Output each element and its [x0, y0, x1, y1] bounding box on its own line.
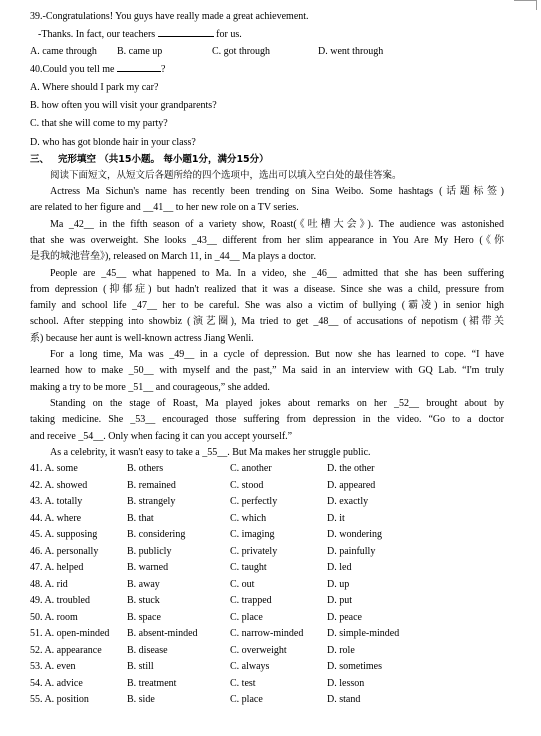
page-corner-mark [514, 0, 537, 10]
choice-row [30, 676, 504, 693]
choice-option-c[interactable]: C. out [230, 578, 255, 590]
choice-row [30, 643, 504, 660]
choice-option-b[interactable]: B. space [127, 611, 161, 623]
choice-option-d[interactable]: D. role [327, 644, 355, 656]
choice-option-c[interactable]: C. trapped [230, 595, 272, 607]
choice-option-c[interactable]: C. narrow-minded [230, 628, 304, 640]
choice-option-a[interactable]: 43. A. totally [30, 496, 83, 508]
choice-option-b[interactable]: B. strangely [127, 496, 176, 508]
choice-option-d[interactable]: D. it [327, 512, 345, 524]
passage-line: are related to her figure and __41__ to her new role on a TV series. [30, 202, 299, 214]
choice-option-d[interactable]: D. the other [327, 463, 375, 475]
choice-option-a[interactable]: 55. A. position [30, 694, 89, 706]
section-number: 三、 [30, 153, 50, 165]
choice-option-b[interactable]: B. treatment [127, 677, 177, 689]
choice-option-d[interactable]: D. lesson [327, 677, 365, 689]
choice-option-d[interactable]: D. exactly [327, 496, 369, 508]
q39-reply [30, 26, 504, 44]
passage-line: family and school life _47__ her to be careful. She was also a victim of bullying (霸凌) in senior high [30, 300, 504, 312]
choice-row [30, 494, 504, 511]
choice-option-a[interactable]: 42. A. showed [30, 479, 88, 491]
choice-option-d[interactable]: D. wondering [327, 529, 382, 541]
q40-stem [30, 61, 504, 79]
choice-option-a[interactable]: 47. A. helped [30, 562, 84, 574]
choice-row [30, 511, 504, 528]
choice-option-c[interactable]: C. test [230, 677, 256, 689]
passage-line: taking medicine. She _53__ encouraged those suffering from depression in the video. “Go to a doctor [30, 414, 504, 426]
choice-option-d[interactable]: D. stand [327, 694, 361, 706]
q39-options [30, 44, 504, 61]
section-title: 完形填空 （共15小题。 每小题1分，满分15分） [58, 153, 269, 165]
choice-option-b[interactable]: B. others [127, 463, 164, 475]
choice-option-b[interactable]: B. disease [127, 644, 168, 656]
choice-option-a[interactable]: 51. A. open-minded [30, 628, 110, 640]
choice-option-d[interactable]: D. appeared [327, 479, 376, 491]
choice-option-b[interactable]: B. absent-minded [127, 628, 198, 640]
q39-option-d[interactable]: D. went through [318, 46, 384, 58]
choice-option-a[interactable]: 49. A. troubled [30, 595, 90, 607]
q39-reply-text: -Thanks. In fact, our teachers [38, 29, 156, 41]
choice-option-d[interactable]: D. put [327, 595, 352, 607]
choice-row [30, 692, 504, 709]
choice-option-a[interactable]: 53. A. even [30, 661, 76, 673]
choice-option-d[interactable]: D. simple-minded [327, 628, 400, 640]
q40-answer-blank[interactable] [117, 61, 161, 72]
passage-line: learned how to make _50__ with myself and the past,” Ma said in an interview with GQ Lab. “I'm truly [30, 365, 504, 377]
choice-row [30, 593, 504, 610]
passage-line: People are _45__ what happened to Ma. In a video, she _46__ admitted that she has been suffering [50, 267, 504, 279]
choice-option-b[interactable]: B. considering [127, 529, 186, 541]
q39-answer-blank[interactable] [158, 26, 214, 37]
choice-option-d[interactable]: D. peace [327, 611, 362, 623]
q39-option-a[interactable]: A. came through [30, 46, 97, 58]
q39-option-c[interactable]: C. got through [212, 46, 271, 58]
q40-option-d[interactable]: D. who has got blonde hair in your class? [30, 136, 196, 148]
choice-option-a[interactable]: 50. A. room [30, 611, 78, 623]
choice-option-a[interactable]: 45. A. supposing [30, 529, 98, 541]
choice-row [30, 461, 504, 478]
cloze-passage [30, 184, 504, 461]
choice-row [30, 610, 504, 627]
choice-option-c[interactable]: C. another [230, 463, 272, 475]
choice-option-b[interactable]: B. still [127, 661, 154, 673]
choice-option-d[interactable]: D. painfully [327, 545, 376, 557]
passage-line: that she was overweight. She looks _43__ different from her slim appearance in You Are My Hero (《你 [30, 235, 504, 246]
q40-option-c[interactable]: C. that she will come to my party? [30, 118, 168, 130]
choice-row [30, 577, 504, 594]
choice-option-c[interactable]: C. taught [230, 562, 267, 574]
passage-line: from depression (抑郁症) but hadn't realized that it was a disease. Since she was a child, pressure from [30, 283, 504, 295]
choice-option-c[interactable]: C. place [230, 694, 263, 706]
choice-row [30, 659, 504, 676]
q39-reply-end: for us. [216, 29, 242, 41]
choice-option-a[interactable]: 41. A. some [30, 463, 78, 475]
passage-line: 是我的城池营垒》), released on March 11, in _44__ Ma plays a doctor. [30, 251, 316, 263]
choice-option-a[interactable]: 48. A. rid [30, 578, 68, 590]
passage-line: For a long time, Ma was _49__ in a cycle of depression. But now she has learned to cope. “I have [50, 349, 504, 361]
section-instruction: 阅读下面短文，从短文后各题所给的四个选项中，选出可以填入空白处的最佳答案。 [50, 169, 402, 181]
choice-option-c[interactable]: C. stood [230, 479, 264, 491]
passage-line: 系) because her aunt is well-known actress Jiang Wenli. [30, 332, 254, 344]
choice-option-c[interactable]: C. privately [230, 545, 278, 557]
exam-page [30, 8, 504, 709]
q40-option-b[interactable]: B. how often you will visit your grandparents? [30, 100, 217, 112]
choice-option-b[interactable]: B. away [127, 578, 160, 590]
choice-option-a[interactable]: 52. A. appearance [30, 644, 102, 656]
choice-row [30, 544, 504, 561]
choice-option-b[interactable]: B. side [127, 694, 155, 706]
choice-option-b[interactable]: B. publicly [127, 545, 172, 557]
q40-stem-text: 40.Could you tell me [30, 63, 115, 75]
choice-row [30, 626, 504, 643]
choice-option-c[interactable]: C. perfectly [230, 496, 278, 508]
choice-option-b[interactable]: B. remained [127, 479, 176, 491]
q39-stem: 39.-Congratulations! You guys have really made a great achievement. [30, 11, 309, 22]
section-heading [30, 152, 504, 168]
choice-option-b[interactable]: B. that [127, 512, 154, 524]
choice-option-b[interactable]: B. warned [127, 562, 169, 574]
q40-stem-end: ? [160, 63, 166, 75]
passage-line: As a celebrity, it wasn't easy to take a _55__. But Ma makes her struggle public. [50, 446, 371, 458]
choice-option-d[interactable]: D. led [327, 562, 352, 574]
passage-line: making a try to be more _51__ and courageous,” she added. [30, 381, 270, 393]
choice-option-c[interactable]: C. place [230, 611, 263, 623]
choice-option-d[interactable]: D. sometimes [327, 661, 382, 673]
passage-line: Actress Ma Sichun's name has recently been trending on Sina Weibo. Some hashtags (话题标签) [50, 186, 504, 198]
choice-option-d[interactable]: D. up [327, 578, 350, 590]
choice-option-c[interactable]: C. which [230, 512, 267, 524]
passage-line: Ma _42__ in the fifth season of a variety show, Roast(《吐槽大会》). The audience was astonished [50, 218, 504, 230]
choice-row [30, 560, 504, 577]
passage-line: school. After stepping into showbiz (演艺圈), Ma tried to get _48__ of accusations of nepotism (裙带关 [30, 316, 504, 328]
choice-option-a[interactable]: 46. A. personally [30, 545, 99, 557]
q40-option-a[interactable]: A. Where should I park my car? [30, 82, 159, 94]
passage-line: Standing on the stage of Roast, Ma played jokes about remarks on her _52__ brought about by [50, 397, 504, 409]
choice-option-c[interactable]: C. imaging [230, 529, 275, 541]
choice-row [30, 478, 504, 495]
cloze-choices [30, 461, 504, 709]
choice-option-c[interactable]: C. always [230, 661, 270, 673]
choice-row [30, 527, 504, 544]
choice-option-b[interactable]: B. stuck [127, 595, 160, 607]
choice-option-a[interactable]: 54. A. advice [30, 677, 83, 689]
choice-option-c[interactable]: C. overweight [230, 644, 287, 656]
q39-option-b[interactable]: B. came up [117, 46, 163, 58]
passage-line: and receive _54__. Only when facing it can you accept yourself.” [30, 430, 293, 442]
choice-option-a[interactable]: 44. A. where [30, 512, 82, 524]
